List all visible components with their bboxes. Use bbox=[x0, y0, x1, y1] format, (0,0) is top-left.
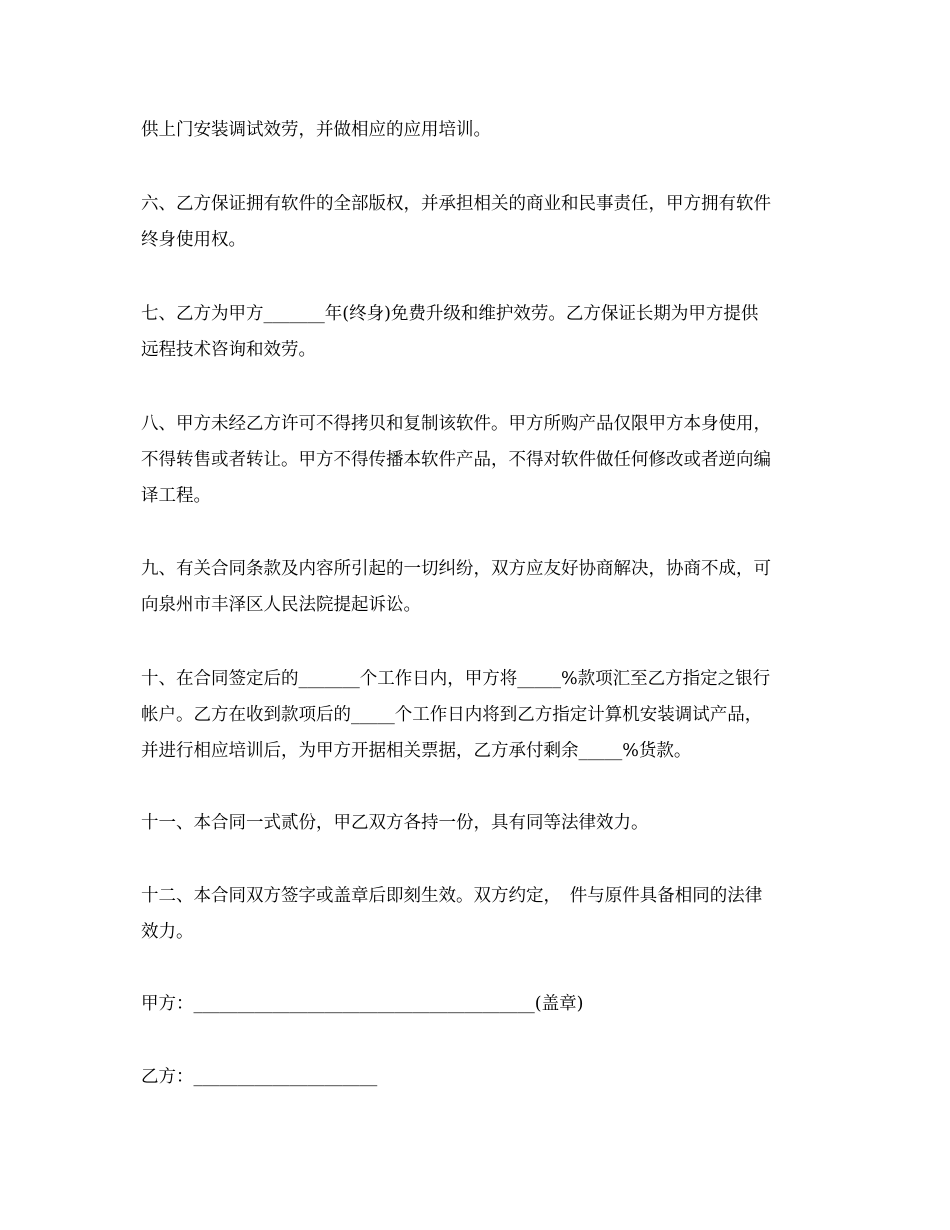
clause-nine-paragraph bbox=[141, 551, 821, 623]
text-line: 帐户。乙方在收到款项后的_____个工作日内将到乙方指定计算机安装调试产品， bbox=[141, 705, 763, 725]
clause-ten-paragraph bbox=[141, 661, 821, 769]
text-line: 九、有关合同条款及内容所引起的一切纠纷，双方应友好协商解决，协商不成，可 bbox=[141, 559, 771, 579]
text-line: 七、乙方为甲方_______年(终身)免费升级和维护效劳。乙方保证长期为甲方提供 bbox=[141, 304, 759, 324]
text-line: 八、甲方未经乙方许可不得拷贝和复制该软件。甲方所购产品仅限甲方本身使用， bbox=[141, 414, 771, 434]
text-line: 向泉州市丰泽区人民法院提起诉讼。 bbox=[141, 595, 421, 615]
clause-eight-paragraph bbox=[141, 406, 821, 514]
text-line: 并进行相应培训后，为甲方开据相关票据，乙方承付剩余_____%货款。 bbox=[141, 741, 692, 761]
text-line: 乙方：_____________________ bbox=[141, 1067, 378, 1087]
clause-six-paragraph bbox=[141, 186, 821, 258]
clause-seven-paragraph bbox=[141, 296, 821, 368]
clause-paragraph-continuation bbox=[141, 112, 821, 148]
text-line: 十一、本合同一式贰份，甲乙双方各持一份，具有同等法律效力。 bbox=[141, 813, 649, 833]
party-a-signature-line bbox=[141, 986, 821, 1022]
party-b-signature-line bbox=[141, 1059, 821, 1095]
clause-twelve-paragraph bbox=[141, 878, 821, 950]
text-line: 十、在合同签定后的_______个工作日内，甲方将_____%款项汇至乙方指定之银行 bbox=[141, 669, 771, 689]
text-line: 效力。 bbox=[141, 922, 194, 942]
text-line: 十二、本合同双方签字或盖章后即刻生效。双方约定， 件与原件具备相同的法律 bbox=[141, 886, 763, 906]
text-line: 供上门安装调试效劳，并做相应的应用培训。 bbox=[141, 120, 491, 140]
text-line: 不得转售或者转让。甲方不得传播本软件产品，不得对软件做任何修改或者逆向编 bbox=[141, 450, 771, 470]
clause-eleven-paragraph bbox=[141, 805, 821, 841]
text-line: 译工程。 bbox=[141, 486, 211, 506]
text-line: 六、乙方保证拥有软件的全部版权，并承担相关的商业和民事责任，甲方拥有软件 bbox=[141, 194, 771, 214]
text-line: 甲方：_______________________________________(盖章) bbox=[141, 994, 584, 1014]
text-line: 终身使用权。 bbox=[141, 230, 246, 250]
text-line: 远程技术咨询和效劳。 bbox=[141, 340, 316, 360]
